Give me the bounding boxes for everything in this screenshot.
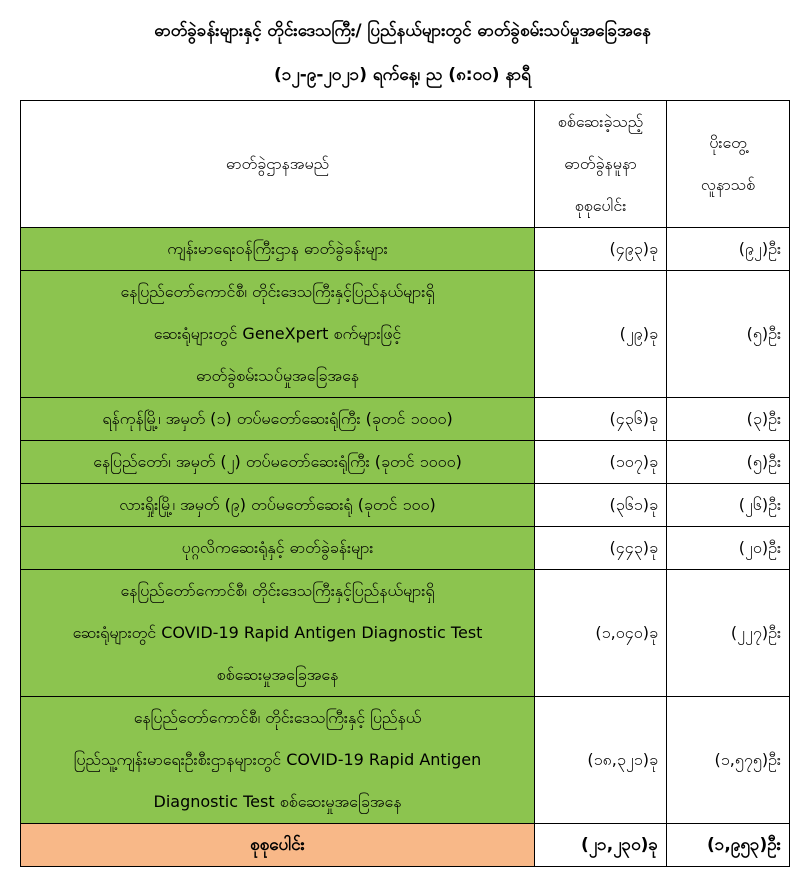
total-new-positive-cell: (၁,၉၅၃)ဦး (667, 824, 790, 867)
new-positive-cell: (၃)ဦး (667, 398, 790, 441)
lab-name-cell (21, 570, 535, 697)
new-positive-cell: (၅)ဦး (667, 441, 790, 484)
samples-tested-cell: (၄၄၃)ခု (535, 527, 667, 570)
table-row (21, 570, 790, 697)
lab-name-line: နေပြည်တော်ကောင်စီ၊ တိုင်းဒေသကြီးနှင့်ပြည်နယ်များရှိ (120, 581, 435, 600)
samples-tested-cell: (၁၀၇)ခု (535, 441, 667, 484)
header-samples-tested (535, 101, 667, 228)
total-samples-tested-cell: (၂၁,၂၃၀)ခု (535, 824, 667, 867)
samples-tested-cell: (၂၉)ခု (535, 271, 667, 398)
lab-name-line: နေပြည်တော်ကောင်စီ၊ တိုင်းဒေသကြီးနှင့်ပြည်နယ်များရှိ (120, 282, 435, 301)
lab-name-cell (21, 484, 535, 527)
table-header-row (21, 101, 790, 228)
samples-tested-cell: (၄၉၃)ခု (535, 228, 667, 271)
samples-tested-cell: (၁,၀၄၀)ခု (535, 570, 667, 697)
samples-tested-cell: (၄၃၆)ခု (535, 398, 667, 441)
header-samples-tested-line: စုစုပေါင်း (574, 196, 627, 215)
report-date: (၁၂-၉-၂၀၂၁) ရက်နေ့၊ ည (၈:၀၀) နာရီ (274, 65, 531, 85)
header-lab-name (21, 101, 535, 228)
table-row (21, 697, 790, 824)
lab-name-line: စစ်ဆေးမှုအခြေအနေ (216, 665, 339, 684)
lab-name-line: ဆေးရုံများတွင် COVID-19 Rapid Antigen Diagnostic Test (72, 623, 483, 642)
table-row (21, 398, 790, 441)
samples-tested-cell: (၁၈,၃၂၁)ခု (535, 697, 667, 824)
new-positive-cell: (၅)ဦး (667, 271, 790, 398)
new-positive-cell: (၂၆)ဦး (667, 484, 790, 527)
lab-name-line: လားရှိုးမြို့၊ အမှတ် (၉) တပ်မတော်ဆေးရုံ (ခုတင် ၁၀၀) (119, 495, 436, 514)
lab-name-line: နေပြည်တော်၊ အမှတ် (၂) တပ်မတော်ဆေးရုံကြီး (ခုတင် ၁၀၀၀) (93, 452, 462, 471)
lab-name-cell (21, 271, 535, 398)
new-positive-cell: (၉၂)ဦး (667, 228, 790, 271)
samples-tested-cell: (၃၆၁)ခု (535, 484, 667, 527)
new-positive-cell: (၁,၅၇၅)ဦး (667, 697, 790, 824)
lab-name-cell (21, 228, 535, 271)
total-label-cell: စုစုပေါင်း (21, 824, 535, 867)
header-new-positive-line: ပိုးတွေ့ (709, 133, 747, 152)
total-row (21, 824, 790, 867)
lab-name-line: ရန်ကုန်မြို့၊ အမှတ် (၁) တပ်မတော်ဆေးရုံကြီး (ခုတင် ၁၀၀၀) (102, 409, 453, 428)
table-row (21, 441, 790, 484)
report-title: ဓာတ်ခွဲခန်းများနှင့် တိုင်းဒေသကြီး/ ပြည်နယ်များတွင် ဓာတ်ခွဲစမ်းသပ်မှုအခြေအနေ (154, 21, 651, 41)
table-row (21, 527, 790, 570)
header-samples-tested-line: စစ်ဆေးခဲ့သည့် (557, 112, 644, 131)
lab-testing-table (20, 100, 790, 867)
lab-name-cell (21, 441, 535, 484)
header-samples-tested-line: ဓာတ်ခွဲနမူနာ (564, 154, 637, 173)
table-row (21, 484, 790, 527)
header-new-positive (667, 101, 790, 228)
lab-name-cell (21, 527, 535, 570)
lab-name-cell (21, 398, 535, 441)
lab-name-line: ဆေးရုံများတွင် GeneXpert စက်များဖြင့် (153, 324, 402, 343)
lab-name-line: နေပြည်တော်ကောင်စီ၊ တိုင်းဒေသကြီးနှင့် ပြည်နယ် (133, 708, 422, 727)
lab-name-line: ကျန်းမာရေးဝန်ကြီးဌာန ဓာတ်ခွဲခန်းများ (167, 239, 388, 258)
header-new-positive-line: လူနာသစ် (700, 175, 756, 194)
lab-name-line: ဓာတ်ခွဲစမ်းသပ်မှုအခြေအနေ (195, 366, 360, 385)
lab-name-line: ပြည်သူ့ကျန်းမာရေးဦးစီးဌာနများတွင် COVID-19 Rapid Antigen (73, 750, 482, 769)
lab-name-line: Diagnostic Test စစ်ဆေးမှုအခြေအနေ (153, 792, 402, 811)
lab-name-line: ပုဂ္ဂလိကဆေးရုံနှင့် ဓာတ်ခွဲခန်းများ (181, 538, 374, 557)
table-row (21, 271, 790, 398)
new-positive-cell: (၂၂၇)ဦး (667, 570, 790, 697)
new-positive-cell: (၂၀)ဦး (667, 527, 790, 570)
lab-name-cell (21, 697, 535, 824)
header-lab-name-text: ဓာတ်ခွဲဌာနအမည် (225, 154, 330, 173)
table-row (21, 228, 790, 271)
